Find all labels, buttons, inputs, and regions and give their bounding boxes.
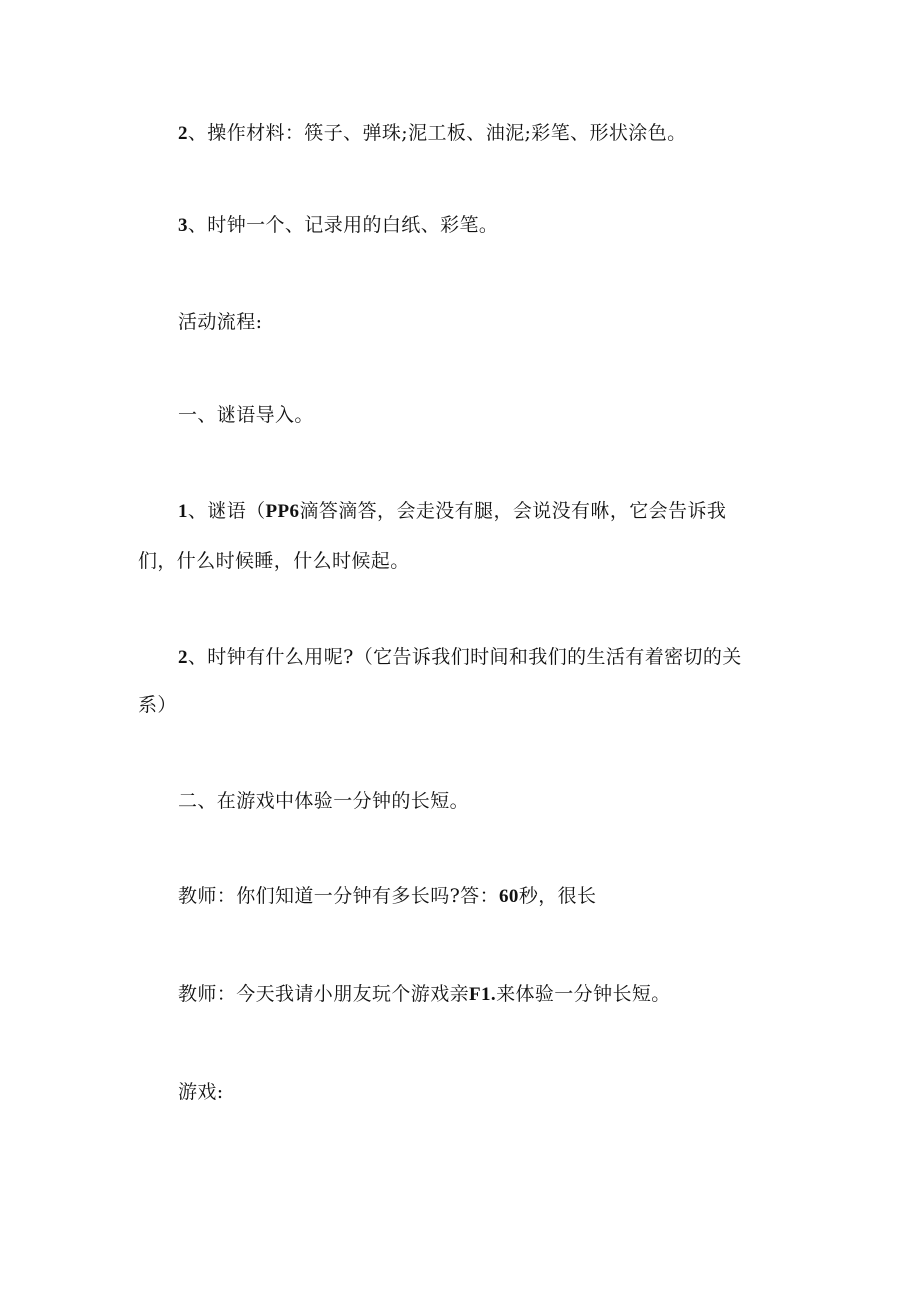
riddle-text-prefix: 、谜语（	[187, 500, 266, 522]
item-number: 2	[178, 123, 188, 144]
teacher-game-text-end: 来体验一分钟长短。	[496, 983, 671, 1005]
riddle-code: PP6	[265, 501, 300, 522]
clock-use-item-2-continuation: 系）	[138, 694, 177, 716]
riddle-item-1-continuation: 们，什么时候睡，什么时候起。	[138, 550, 410, 572]
seconds-number: 60	[499, 886, 519, 907]
game-label: 游戏:	[178, 1081, 224, 1103]
item-number: 2	[178, 647, 188, 668]
teacher-question-text: 教师：你们知道一分钟有多长吗?答：	[178, 885, 499, 907]
materials-item-3	[178, 213, 498, 238]
teacher-question	[178, 884, 596, 909]
item-number: 3	[178, 215, 188, 236]
section-1-heading: 一、谜语导入。	[178, 404, 314, 426]
riddle-item-1	[178, 499, 726, 524]
clock-use-item-2	[178, 645, 742, 670]
game-code: F1.	[469, 984, 497, 1005]
teacher-question-answer: 秒，很长	[518, 885, 597, 907]
riddle-text: 滴答滴答，会走没有腿，会说没有咻，它会告诉我	[299, 500, 727, 522]
teacher-game-intro	[178, 982, 671, 1007]
clock-use-text: 、时钟有什么用呢?（它告诉我们时间和我们的生活有着密切的关	[187, 646, 742, 668]
section-2-heading: 二、在游戏中体验一分钟的长短。	[178, 790, 470, 812]
teacher-game-text: 教师：今天我请小朋友玩个游戏亲	[178, 983, 470, 1005]
materials-item-2	[178, 121, 687, 146]
process-heading: 活动流程:	[178, 311, 263, 333]
materials-item-2-text: 、操作材料：筷子、弹珠;泥工板、油泥;彩笔、形状涂色。	[187, 122, 687, 144]
materials-item-3-text: 、时钟一个、记录用的白纸、彩笔。	[187, 214, 499, 236]
item-number: 1	[178, 501, 188, 522]
